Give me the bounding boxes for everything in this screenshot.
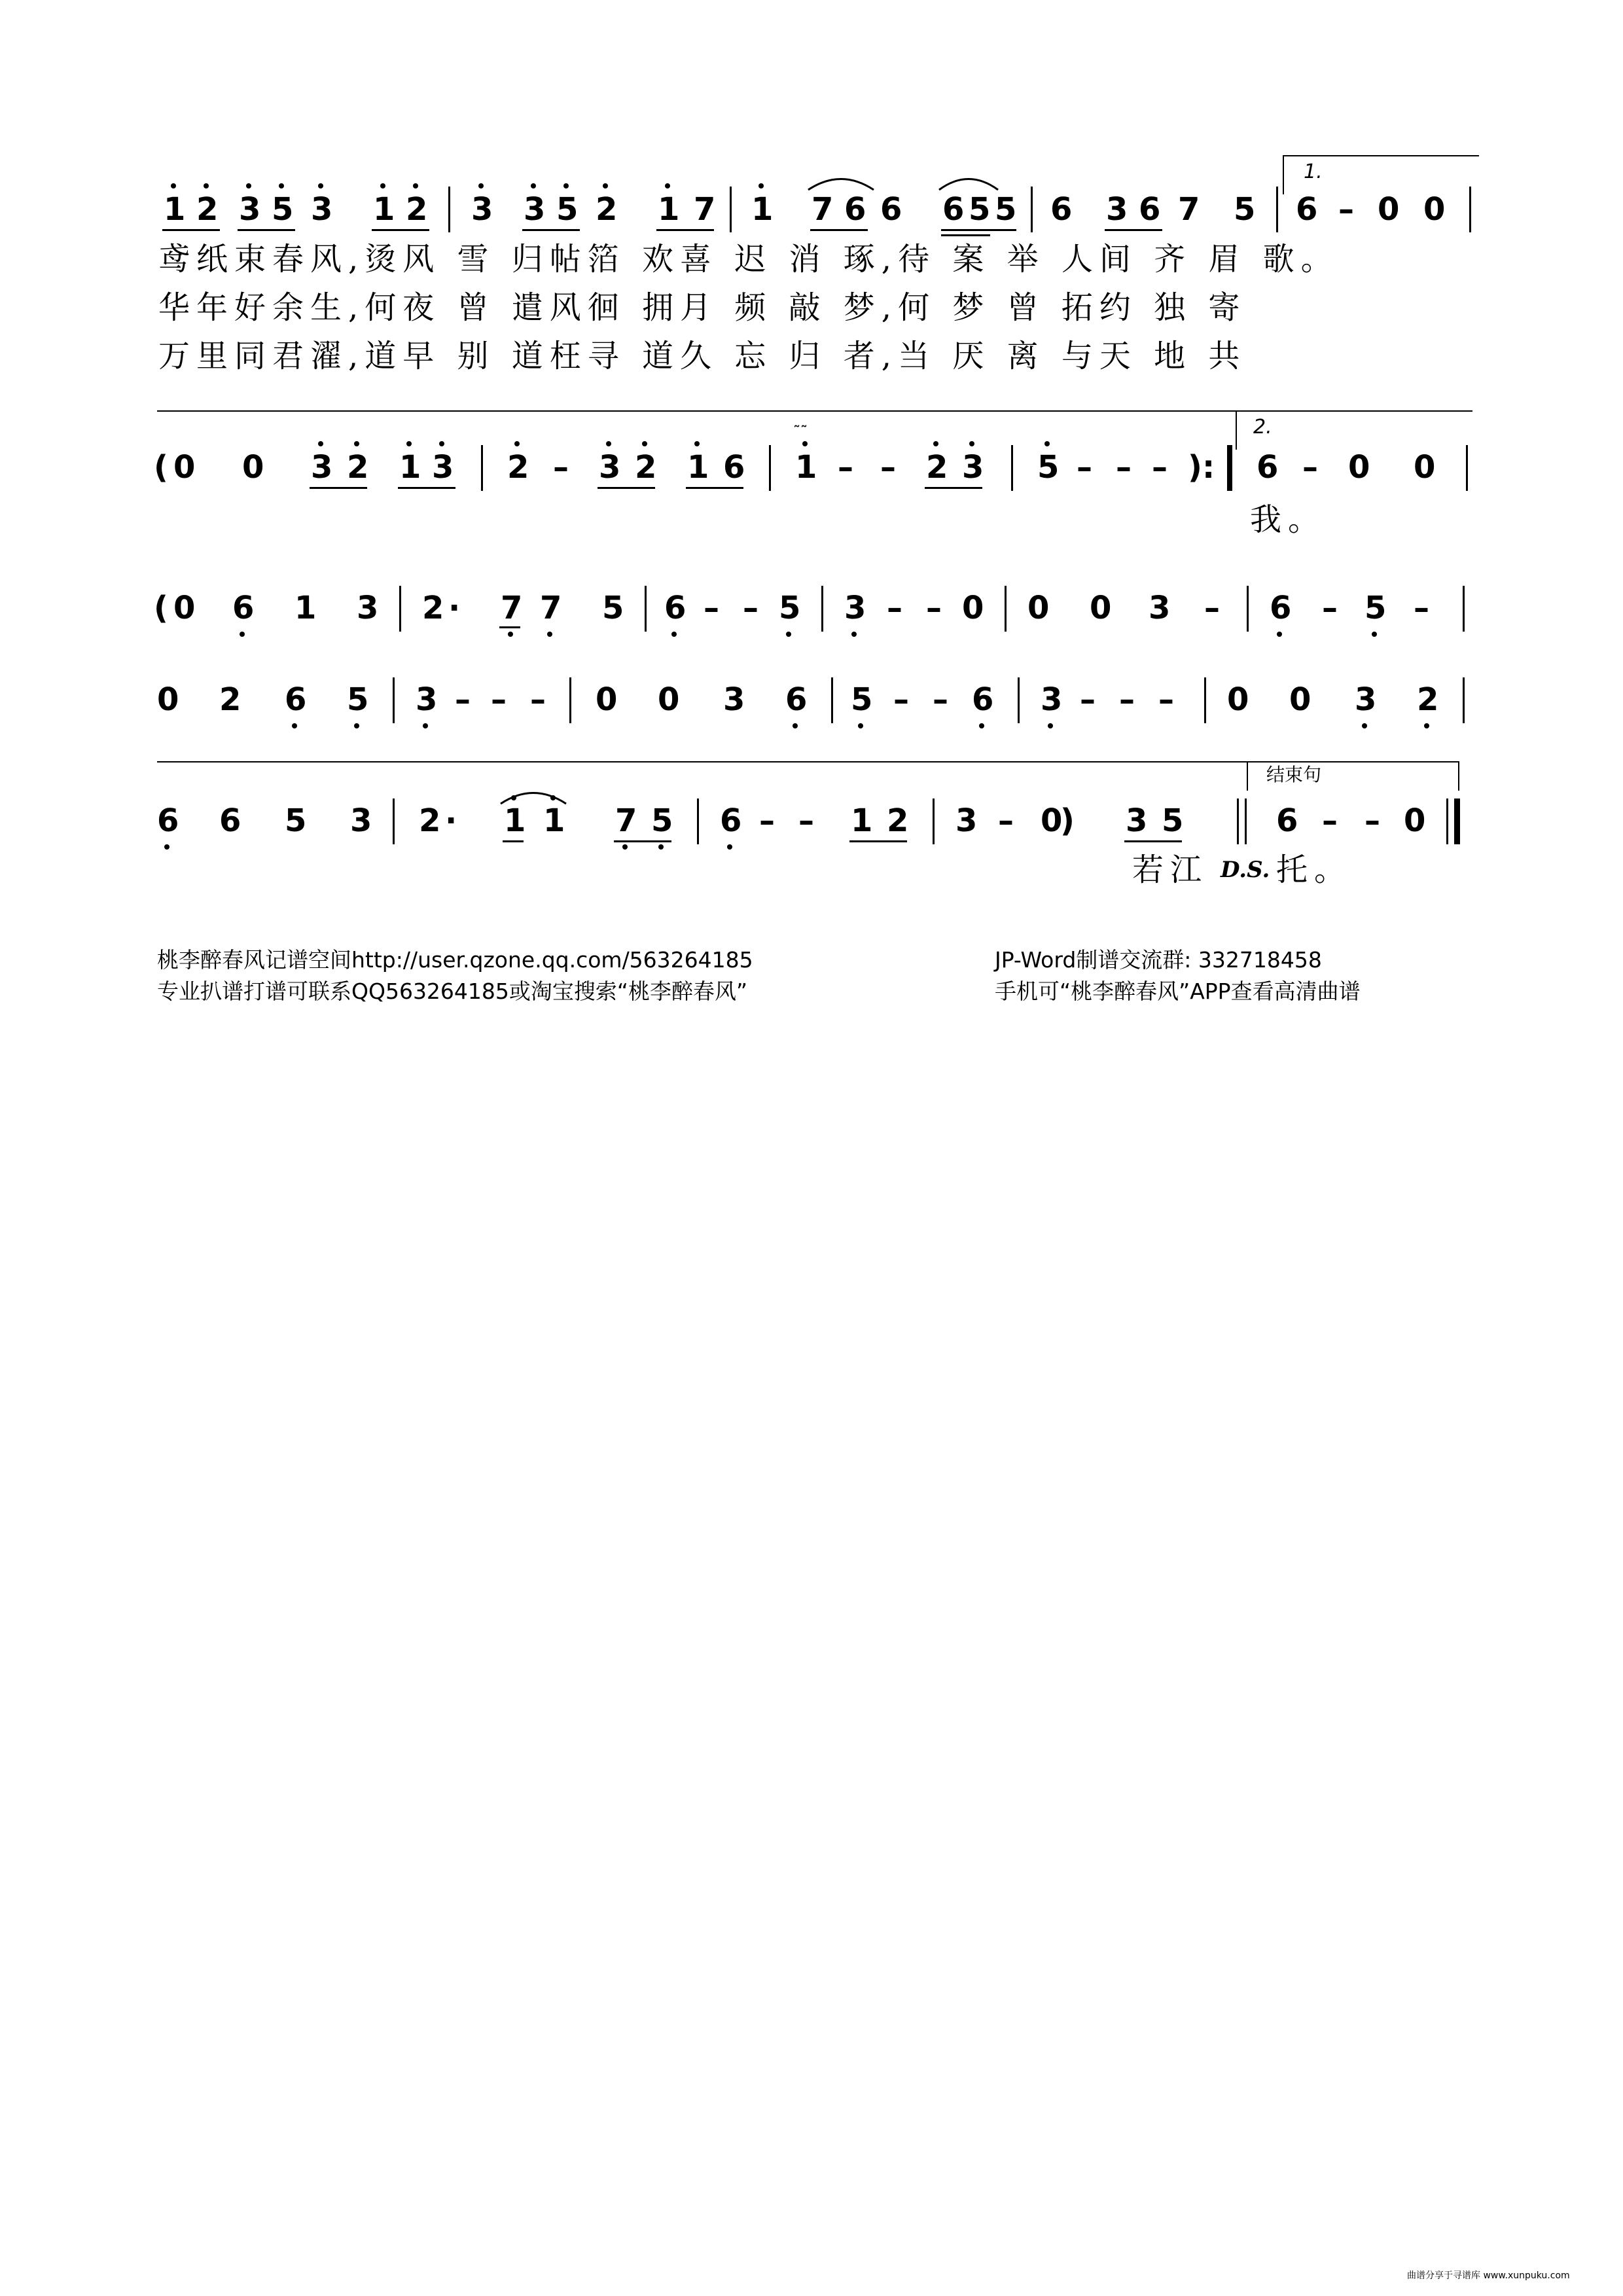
note: 0 xyxy=(1378,191,1400,228)
note: 2 xyxy=(422,590,444,626)
note: 1 xyxy=(795,449,817,486)
dash: – xyxy=(743,590,758,626)
octave-dot xyxy=(979,723,984,728)
open-paren: ( xyxy=(154,449,168,486)
dash: – xyxy=(455,681,471,718)
note: 7 xyxy=(812,191,834,228)
octave-dot xyxy=(240,632,245,637)
note: 3 xyxy=(357,590,379,626)
dash: – xyxy=(1119,681,1135,718)
open-paren: ( xyxy=(154,590,168,626)
beam xyxy=(810,229,868,231)
note: 6 xyxy=(157,802,179,839)
octave-dot xyxy=(786,632,791,637)
note: 2 xyxy=(926,449,948,486)
footer-right-2: 手机可“桃李醉春风”APP查看高清曲谱 xyxy=(995,978,1361,1004)
beam xyxy=(941,229,1016,231)
octave-dot xyxy=(603,183,608,188)
note: 3 xyxy=(955,802,978,839)
note: 5 xyxy=(851,681,873,718)
dash: – xyxy=(933,681,948,718)
beam xyxy=(849,840,907,842)
octave-dot xyxy=(423,723,428,728)
octave-dot xyxy=(1424,723,1429,728)
close-paren: ) xyxy=(1060,802,1075,839)
dash: – xyxy=(926,590,942,626)
note: 3 xyxy=(1149,590,1171,626)
note: 6 xyxy=(1257,449,1279,486)
barline xyxy=(448,187,450,232)
beam xyxy=(238,229,295,231)
note: 7 xyxy=(615,802,637,839)
note: 2 xyxy=(347,449,369,486)
barline xyxy=(1463,586,1465,632)
octave-dot xyxy=(380,183,385,188)
note: 5 xyxy=(1037,449,1060,486)
dash: – xyxy=(1152,449,1168,486)
note: 3 xyxy=(1041,681,1063,718)
note: 0 xyxy=(1348,449,1370,486)
note: 6 xyxy=(664,590,687,626)
repeat-close: ): xyxy=(1188,449,1215,486)
octave-dot xyxy=(727,844,732,850)
octave-dot xyxy=(406,441,412,446)
note: 1 xyxy=(851,802,873,839)
octave-dot xyxy=(318,183,323,188)
note: 1 xyxy=(658,191,680,228)
lyric: 托。 xyxy=(1276,852,1353,888)
note: 6 xyxy=(723,449,745,486)
beam xyxy=(310,487,367,489)
note: 6 xyxy=(1139,191,1161,228)
barline xyxy=(569,677,571,723)
ds-marking: D.S. xyxy=(1221,857,1270,883)
octave-dot xyxy=(354,723,359,728)
octave-dot xyxy=(622,844,628,850)
note: 6 xyxy=(1296,191,1318,228)
octave-dot xyxy=(802,441,808,446)
note: 3 xyxy=(1355,681,1377,718)
note: 1 xyxy=(687,449,709,486)
dash: – xyxy=(491,681,507,718)
footer-left-2: 专业扒谱打谱可联系QQ563264185或淘宝搜索“桃李醉春风” xyxy=(157,978,748,1004)
note: 5 xyxy=(651,802,673,839)
augmentation-dot: · xyxy=(445,802,457,839)
beam xyxy=(925,487,982,489)
octave-dot xyxy=(563,183,569,188)
note: 3 xyxy=(416,681,438,718)
octave-dot xyxy=(204,183,209,188)
dash: – xyxy=(759,802,775,839)
note: 2 xyxy=(596,191,618,228)
dash: – xyxy=(887,590,902,626)
note: 2 xyxy=(406,191,428,228)
octave-dot xyxy=(851,632,857,637)
note: 5 xyxy=(1162,802,1184,839)
note: 5 xyxy=(272,191,294,228)
note: 5 xyxy=(995,191,1017,228)
note: 7 xyxy=(501,590,523,626)
note: 0 xyxy=(173,449,196,486)
barline xyxy=(1276,187,1278,232)
note: 3 xyxy=(1106,191,1128,228)
barline xyxy=(1011,445,1013,491)
note: 0 xyxy=(157,681,179,718)
note: 2 xyxy=(1417,681,1439,718)
ending-bracket-line xyxy=(1247,761,1459,762)
note: 1 xyxy=(373,191,395,228)
note: 0 xyxy=(962,590,984,626)
note: 1 xyxy=(294,590,317,626)
lyric-line-2: 华年好余生,何夜 曾 遣风徊 拥月 频 敲 梦,何 梦 曾 拓约 独 寄 xyxy=(158,289,1247,326)
barline xyxy=(769,445,771,491)
footer-right-1: JP-Word制谱交流群: 332718458 xyxy=(995,947,1322,973)
note: 5 xyxy=(1364,590,1387,626)
dash: – xyxy=(1414,590,1429,626)
ending-bracket-hook xyxy=(1247,761,1248,791)
note: 0 xyxy=(1041,802,1063,839)
dash: – xyxy=(1080,681,1096,718)
octave-dot xyxy=(642,441,647,446)
octave-dot xyxy=(1044,441,1050,446)
beam xyxy=(499,626,520,628)
note: 1 xyxy=(399,449,421,486)
note: 0 xyxy=(1090,590,1112,626)
barline xyxy=(730,187,732,232)
note: 5 xyxy=(602,590,624,626)
watermark: 曲谱分享于寻谱库 www.xunpuku.com xyxy=(1407,2270,1570,2281)
beam xyxy=(1124,840,1182,842)
note: 6 xyxy=(1270,590,1292,626)
augmentation-dot: · xyxy=(448,590,461,626)
staff-top-line xyxy=(157,410,1472,412)
octave-dot xyxy=(969,441,974,446)
barline xyxy=(1245,798,1247,844)
trill-icon: ˜˜ xyxy=(793,424,808,440)
slur xyxy=(497,785,569,805)
octave-dot xyxy=(1048,723,1053,728)
volta-2-label: 2. xyxy=(1253,416,1272,439)
beam xyxy=(614,840,671,842)
barline xyxy=(481,445,483,491)
octave-dot xyxy=(413,183,418,188)
octave-dot xyxy=(671,632,677,637)
barline xyxy=(1466,445,1468,491)
note: 3 xyxy=(350,802,372,839)
note: 3 xyxy=(844,590,866,626)
barline xyxy=(1237,798,1239,844)
octave-dot xyxy=(1372,632,1377,637)
beam xyxy=(1105,229,1162,231)
dash: – xyxy=(1204,590,1220,626)
note: 0 xyxy=(1414,449,1436,486)
barline xyxy=(831,677,833,723)
barline xyxy=(399,586,401,632)
note: 5 xyxy=(779,590,801,626)
octave-dot xyxy=(793,723,798,728)
octave-dot xyxy=(292,723,297,728)
note: 7 xyxy=(694,191,716,228)
note: 2 xyxy=(507,449,529,486)
note: 2 xyxy=(219,681,241,718)
dash: – xyxy=(1338,191,1354,228)
beam xyxy=(503,840,524,842)
dash: – xyxy=(838,449,853,486)
dash: – xyxy=(553,449,569,486)
note: 5 xyxy=(969,191,991,228)
octave-dot xyxy=(514,441,520,446)
note: 7 xyxy=(1178,191,1200,228)
octave-dot xyxy=(439,441,444,446)
note: 3 xyxy=(1126,802,1148,839)
note: 3 xyxy=(962,449,984,486)
note: 5 xyxy=(347,681,369,718)
dash: – xyxy=(530,681,546,718)
beam xyxy=(398,487,455,489)
note: 6 xyxy=(219,802,241,839)
octave-dot xyxy=(606,441,611,446)
dash: – xyxy=(704,590,719,626)
barline xyxy=(645,586,647,632)
note: 1 xyxy=(543,802,565,839)
note: 3 xyxy=(239,191,261,228)
barline xyxy=(393,677,395,723)
note: 1 xyxy=(164,191,186,228)
note: 0 xyxy=(596,681,618,718)
dash: – xyxy=(1077,449,1092,486)
barline xyxy=(393,798,395,844)
note: 3 xyxy=(432,449,454,486)
note: 6 xyxy=(285,681,307,718)
octave-dot xyxy=(478,183,484,188)
lyric-line-1: 鸢纸束春风,烫风 雪 归帖箔 欢喜 迟 消 琢,待 案 举 人间 齐 眉 歌。 xyxy=(158,241,1339,278)
note: 0 xyxy=(1423,191,1446,228)
dash: – xyxy=(1116,449,1132,486)
barline xyxy=(1204,677,1206,723)
beam xyxy=(941,234,990,236)
note: 0 xyxy=(242,449,264,486)
note: 3 xyxy=(311,191,333,228)
dash: – xyxy=(798,802,814,839)
note: 3 xyxy=(599,449,621,486)
lyric-line-3: 万里同君濯,道早 别 道枉寻 道久 忘 归 者,当 厌 离 与天 地 共 xyxy=(158,338,1247,374)
beam xyxy=(522,229,580,231)
volta-1-line xyxy=(1283,155,1479,156)
dash: – xyxy=(893,681,909,718)
barline xyxy=(1005,586,1007,632)
octave-dot xyxy=(547,632,552,637)
octave-dot xyxy=(531,183,536,188)
barline xyxy=(933,798,935,844)
barline xyxy=(697,798,699,844)
note: 7 xyxy=(540,590,562,626)
beam xyxy=(162,229,220,231)
note: 3 xyxy=(524,191,546,228)
note: 0 xyxy=(1027,590,1050,626)
octave-dot xyxy=(1362,723,1367,728)
note: 6 xyxy=(1276,802,1298,839)
note: 0 xyxy=(658,681,680,718)
dash: – xyxy=(1302,449,1318,486)
dash: – xyxy=(1364,802,1380,839)
note: 6 xyxy=(972,681,994,718)
note: 3 xyxy=(471,191,493,228)
beam xyxy=(372,229,429,231)
note: 3 xyxy=(311,449,333,486)
volta-2-hook xyxy=(1236,410,1237,450)
footer-left-1: 桃李醉春风记谱空间http://user.qzone.qq.com/563264185 xyxy=(157,947,753,973)
note: 0 xyxy=(173,590,196,626)
note: 2 xyxy=(196,191,219,228)
final-barline-thick xyxy=(1454,798,1460,844)
note: 6 xyxy=(880,191,902,228)
barline xyxy=(1247,586,1249,632)
dash: – xyxy=(1158,681,1174,718)
note: 6 xyxy=(1050,191,1073,228)
octave-dot xyxy=(858,723,863,728)
volta-1-hook xyxy=(1283,155,1284,194)
ending-bracket-hook xyxy=(1458,761,1459,791)
barline xyxy=(1469,187,1471,232)
note: 6 xyxy=(232,590,255,626)
note: 1 xyxy=(504,802,526,839)
note: 0 xyxy=(1227,681,1249,718)
octave-dot xyxy=(164,844,169,850)
octave-dot xyxy=(508,632,513,637)
note: 5 xyxy=(556,191,579,228)
octave-dot xyxy=(1277,632,1282,637)
volta-1-label: 1. xyxy=(1304,160,1323,183)
note: 6 xyxy=(844,191,866,228)
octave-dot xyxy=(246,183,251,188)
octave-dot xyxy=(171,183,176,188)
octave-dot xyxy=(318,441,323,446)
octave-dot xyxy=(354,441,359,446)
note: 5 xyxy=(285,802,307,839)
note: 3 xyxy=(723,681,745,718)
note: 1 xyxy=(751,191,774,228)
final-barline-thin xyxy=(1446,798,1448,844)
octave-dot xyxy=(665,183,670,188)
note: 2 xyxy=(635,449,657,486)
octave-dot xyxy=(658,844,664,850)
note: 0 xyxy=(1404,802,1426,839)
barline xyxy=(1031,187,1033,232)
note: 0 xyxy=(1289,681,1311,718)
octave-dot xyxy=(279,183,284,188)
lyric: 若江 xyxy=(1132,852,1209,888)
note: 6 xyxy=(785,681,808,718)
barline xyxy=(1463,677,1465,723)
dash: – xyxy=(1322,802,1338,839)
slur xyxy=(936,171,1001,191)
repeat-barline xyxy=(1227,445,1232,491)
dash: – xyxy=(998,802,1014,839)
lyric: 我。 xyxy=(1250,501,1327,538)
octave-dot xyxy=(758,183,764,188)
octave-dot xyxy=(694,441,700,446)
dash: – xyxy=(880,449,896,486)
dash: – xyxy=(1322,590,1338,626)
note: 5 xyxy=(1234,191,1256,228)
ending-label: 结束句 xyxy=(1266,764,1322,785)
beam xyxy=(686,487,743,489)
slur xyxy=(805,171,877,191)
beam xyxy=(597,487,655,489)
octave-dot xyxy=(933,441,938,446)
beam xyxy=(656,229,714,231)
barline xyxy=(1018,677,1020,723)
note: 2 xyxy=(419,802,441,839)
note: 6 xyxy=(942,191,965,228)
note: 6 xyxy=(720,802,742,839)
barline xyxy=(821,586,823,632)
note: 2 xyxy=(887,802,909,839)
